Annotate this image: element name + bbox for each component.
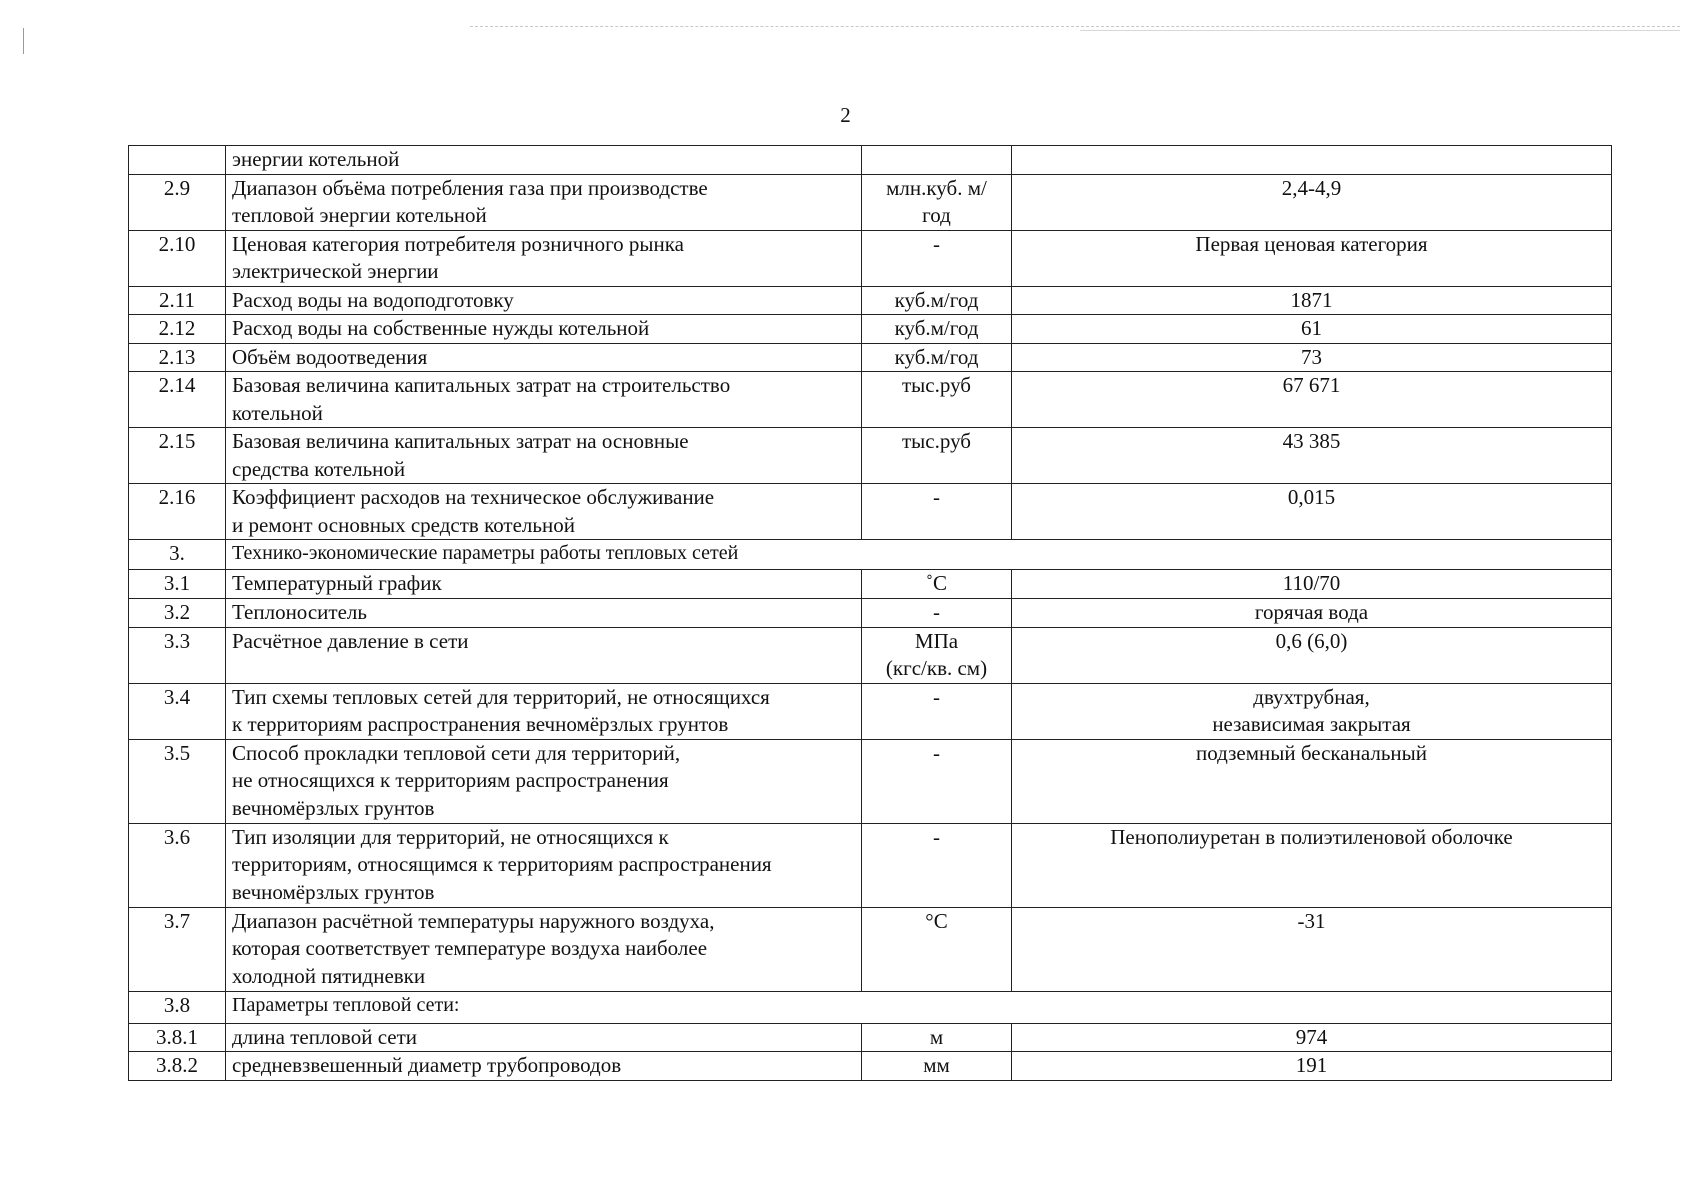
parameter-name-line: к территориям распространения вечномёрзлых грунтов bbox=[232, 712, 729, 736]
parameter-name-line: Расход воды на водоподготовку bbox=[232, 287, 514, 312]
parameter-value-line: 974 bbox=[1295, 1024, 1328, 1049]
scan-artifact-line bbox=[470, 26, 1680, 27]
parameter-name-line: тепловой энергии котельной bbox=[232, 203, 487, 227]
parameter-value bbox=[1012, 484, 1612, 540]
unit-of-measure-line: млн.куб. м/ bbox=[886, 175, 987, 200]
unit-of-measure bbox=[862, 484, 1012, 540]
parameter-value-line: независимая закрытая bbox=[1212, 712, 1411, 736]
parameter-name bbox=[226, 343, 862, 372]
unit-of-measure bbox=[862, 343, 1012, 372]
table-row bbox=[129, 627, 1612, 683]
parameter-value bbox=[1012, 683, 1612, 739]
parameter-name bbox=[226, 683, 862, 739]
parameter-name-line: Расход воды на собственные нужды котельной bbox=[232, 316, 650, 340]
parameter-name-line: Ценовая категория потребителя розничного рынка bbox=[232, 231, 684, 256]
row-number: 2.11 bbox=[129, 286, 226, 315]
parameter-value-line: 73 bbox=[1301, 344, 1322, 369]
row-number: 3.6 bbox=[129, 823, 226, 907]
row-number: 2.9 bbox=[129, 174, 226, 230]
parameter-name-line: электрической энергии bbox=[232, 259, 439, 283]
parameter-value-line: -31 bbox=[1297, 908, 1326, 933]
unit-of-measure bbox=[862, 146, 1012, 175]
row-number: 2.16 bbox=[129, 484, 226, 540]
row-number: 3.8.2 bbox=[129, 1052, 226, 1081]
row-number: 2.14 bbox=[129, 372, 226, 428]
table-row bbox=[129, 683, 1612, 739]
parameter-name-line: вечномёрзлых грунтов bbox=[232, 879, 435, 904]
unit-of-measure-line: куб.м/год bbox=[894, 316, 979, 340]
table-row bbox=[129, 570, 1612, 599]
parameter-value bbox=[1012, 1023, 1612, 1052]
table-row bbox=[129, 286, 1612, 315]
parameter-name-line: территориям, относящимся к территориям распространения bbox=[232, 852, 772, 876]
parameter-name-line: Способ прокладки тепловой сети для территорий, bbox=[232, 740, 681, 765]
parameter-value bbox=[1012, 907, 1612, 991]
unit-of-measure-line: год bbox=[922, 203, 951, 227]
parameter-value-line: Пенополиуретан в полиэтиленовой оболочке bbox=[1110, 824, 1513, 849]
unit-of-measure-line: °С bbox=[925, 908, 948, 933]
parameter-name bbox=[226, 907, 862, 991]
parameter-value bbox=[1012, 286, 1612, 315]
table-row bbox=[129, 174, 1612, 230]
parameter-name-line: Температурный график bbox=[232, 571, 442, 595]
unit-of-measure-line: - bbox=[933, 485, 940, 509]
parameter-value-line: 0,6 (6,0) bbox=[1275, 628, 1348, 653]
parameter-value-line: 1871 bbox=[1290, 287, 1333, 312]
scan-artifact-mark bbox=[23, 28, 24, 54]
parameter-value-line: 110/70 bbox=[1282, 571, 1341, 595]
parameter-value bbox=[1012, 372, 1612, 428]
parameter-value-line: 67 671 bbox=[1282, 373, 1341, 397]
parameter-value bbox=[1012, 739, 1612, 823]
parameter-name-line: Объём водоотведения bbox=[232, 344, 428, 369]
parameter-name-line: не относящихся к территориям распространения bbox=[232, 768, 669, 792]
parameter-value bbox=[1012, 230, 1612, 286]
section-heading: Параметры тепловой сети: bbox=[226, 991, 1612, 1023]
parameter-name-line: Базовая величина капитальных затрат на строительство bbox=[232, 373, 731, 397]
parameter-value bbox=[1012, 428, 1612, 484]
unit-of-measure bbox=[862, 627, 1012, 683]
unit-of-measure-line: тыс.руб bbox=[902, 373, 971, 397]
table-row bbox=[129, 428, 1612, 484]
unit-of-measure bbox=[862, 372, 1012, 428]
table-row bbox=[129, 907, 1612, 991]
parameter-value bbox=[1012, 627, 1612, 683]
unit-of-measure-line: - bbox=[933, 824, 940, 849]
table-body bbox=[129, 146, 1612, 1081]
parameter-value-line: 0,015 bbox=[1287, 485, 1336, 509]
parameter-name-line: Теплоноситель bbox=[232, 600, 367, 624]
unit-of-measure-line: МПа bbox=[914, 628, 959, 653]
table-row bbox=[129, 315, 1612, 344]
unit-of-measure bbox=[862, 907, 1012, 991]
parameter-name-line: Тип изоляции для территорий, не относящихся к bbox=[232, 824, 669, 849]
unit-of-measure bbox=[862, 230, 1012, 286]
parameter-name-line: длина тепловой сети bbox=[232, 1024, 418, 1049]
parameter-value bbox=[1012, 315, 1612, 344]
parameter-name-line: Коэффициент расходов на техническое обслуживание bbox=[232, 485, 715, 509]
parameters-table bbox=[128, 145, 1612, 1081]
parameter-name bbox=[226, 286, 862, 315]
parameter-value-line: двухтрубная, bbox=[1253, 684, 1370, 709]
parameter-name-line: холодной пятидневки bbox=[232, 963, 426, 988]
unit-of-measure bbox=[862, 823, 1012, 907]
parameter-value-line: Первая ценовая категория bbox=[1195, 231, 1428, 256]
parameter-name bbox=[226, 627, 862, 683]
row-number: 3.3 bbox=[129, 627, 226, 683]
parameter-value-line: 191 bbox=[1295, 1053, 1328, 1077]
table-row bbox=[129, 372, 1612, 428]
table-row bbox=[129, 146, 1612, 175]
parameter-name-line: Диапазон объёма потребления газа при производстве bbox=[232, 175, 708, 200]
parameter-name bbox=[226, 428, 862, 484]
parameter-name-line: Тип схемы тепловых сетей для территорий, не относящихся bbox=[232, 684, 770, 709]
parameter-name-line: средневзвешенный диаметр трубопроводов bbox=[232, 1053, 622, 1077]
parameter-value-line: 43 385 bbox=[1282, 429, 1341, 453]
unit-of-measure-line: м bbox=[929, 1024, 944, 1049]
unit-of-measure bbox=[862, 315, 1012, 344]
unit-of-measure bbox=[862, 174, 1012, 230]
table-row bbox=[129, 1052, 1612, 1081]
unit-of-measure-line: - bbox=[933, 740, 940, 765]
table-row bbox=[129, 739, 1612, 823]
table-row bbox=[129, 230, 1612, 286]
parameter-value-line: 61 bbox=[1301, 316, 1322, 340]
parameter-value bbox=[1012, 146, 1612, 175]
unit-of-measure-line: мм bbox=[923, 1053, 950, 1077]
unit-of-measure-line: - bbox=[933, 684, 940, 709]
row-number: 3.8 bbox=[129, 991, 226, 1023]
parameter-name-line: которая соответствует температуре воздуха наиболее bbox=[232, 936, 708, 960]
parameter-name bbox=[226, 174, 862, 230]
table-row bbox=[129, 484, 1612, 540]
unit-of-measure-line: ˚С bbox=[926, 571, 947, 595]
row-number: 2.10 bbox=[129, 230, 226, 286]
row-number: 3.8.1 bbox=[129, 1023, 226, 1052]
parameter-name bbox=[226, 315, 862, 344]
table-row bbox=[129, 599, 1612, 628]
parameter-name bbox=[226, 823, 862, 907]
parameter-value bbox=[1012, 1052, 1612, 1081]
unit-of-measure-line: - bbox=[933, 231, 940, 256]
unit-of-measure bbox=[862, 739, 1012, 823]
row-number: 3.2 bbox=[129, 599, 226, 628]
row-number: 3.7 bbox=[129, 907, 226, 991]
row-number: 2.12 bbox=[129, 315, 226, 344]
unit-of-measure-line: куб.м/год bbox=[894, 287, 979, 312]
row-number: 3.1 bbox=[129, 570, 226, 599]
parameter-name-line: энергии котельной bbox=[232, 147, 400, 171]
parameter-value-line: подземный бесканальный bbox=[1196, 740, 1427, 765]
scan-artifact-line bbox=[1080, 30, 1680, 31]
parameter-name-line: Базовая величина капитальных затрат на основные bbox=[232, 429, 689, 453]
parameter-value bbox=[1012, 174, 1612, 230]
unit-of-measure bbox=[862, 570, 1012, 599]
row-number bbox=[129, 146, 226, 175]
parameter-value bbox=[1012, 599, 1612, 628]
parameter-value-line: 2,4-4,9 bbox=[1281, 175, 1342, 200]
table-row bbox=[129, 991, 1612, 1023]
parameter-name bbox=[226, 1023, 862, 1052]
row-number: 3. bbox=[129, 540, 226, 570]
parameter-name bbox=[226, 1052, 862, 1081]
row-number: 3.5 bbox=[129, 739, 226, 823]
parameter-name-line: котельной bbox=[232, 400, 323, 425]
parameter-name bbox=[226, 372, 862, 428]
parameter-value bbox=[1012, 570, 1612, 599]
parameter-name bbox=[226, 739, 862, 823]
parameter-name-line: средства котельной bbox=[232, 456, 406, 481]
unit-of-measure bbox=[862, 428, 1012, 484]
unit-of-measure-line: тыс.руб bbox=[902, 429, 971, 453]
parameter-name bbox=[226, 484, 862, 540]
unit-of-measure bbox=[862, 1023, 1012, 1052]
table-row bbox=[129, 343, 1612, 372]
parameter-name-line: Расчётное давление в сети bbox=[232, 628, 469, 653]
parameter-name bbox=[226, 230, 862, 286]
row-number: 2.15 bbox=[129, 428, 226, 484]
unit-of-measure-line: - bbox=[933, 600, 940, 624]
table-row bbox=[129, 823, 1612, 907]
parameter-value-line: горячая вода bbox=[1254, 600, 1369, 624]
unit-of-measure bbox=[862, 599, 1012, 628]
unit-of-measure bbox=[862, 286, 1012, 315]
table-row bbox=[129, 1023, 1612, 1052]
parameter-name bbox=[226, 570, 862, 599]
parameter-value bbox=[1012, 343, 1612, 372]
table-row bbox=[129, 540, 1612, 570]
parameter-name bbox=[226, 599, 862, 628]
section-heading: Технико-экономические параметры работы тепловых сетей bbox=[226, 540, 1612, 570]
parameter-name bbox=[226, 146, 862, 175]
row-number: 3.4 bbox=[129, 683, 226, 739]
unit-of-measure-line: куб.м/год bbox=[894, 344, 979, 369]
parameter-name-line: и ремонт основных средств котельной bbox=[232, 512, 575, 537]
unit-of-measure bbox=[862, 1052, 1012, 1081]
parameter-value bbox=[1012, 823, 1612, 907]
parameter-name-line: вечномёрзлых грунтов bbox=[232, 795, 435, 820]
parameter-name-line: Диапазон расчётной температуры наружного воздуха, bbox=[232, 908, 715, 933]
row-number: 2.13 bbox=[129, 343, 226, 372]
page-number: 2 bbox=[840, 103, 851, 127]
unit-of-measure bbox=[862, 683, 1012, 739]
unit-of-measure-line: (кгс/кв. см) bbox=[885, 656, 988, 680]
